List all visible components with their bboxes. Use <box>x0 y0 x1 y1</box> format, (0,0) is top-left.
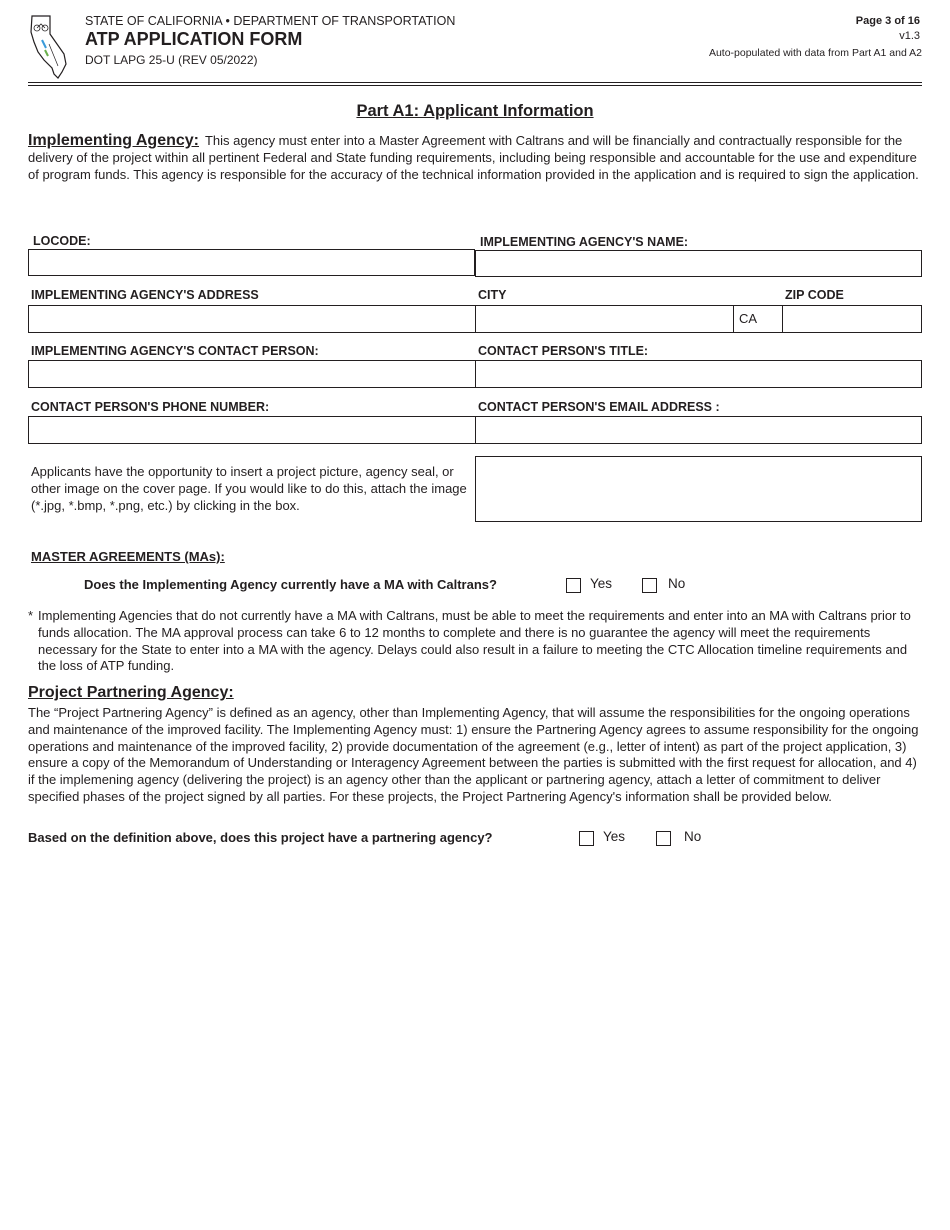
form-title: ATP APPLICATION FORM <box>85 29 303 49</box>
partnering-yes-label: Yes <box>603 829 626 844</box>
agency-name-label: IMPLEMENTING AGENCY'S NAME: <box>480 235 689 249</box>
locode-input[interactable] <box>28 249 475 276</box>
contact-person-input[interactable] <box>28 360 476 388</box>
implementing-agency-heading: Implementing Agency: <box>28 132 199 149</box>
ma-question: Does the Implementing Agency currently have a MA with Caltrans? <box>84 577 497 592</box>
form-number: DOT LAPG 25-U (REV 05/2022) <box>85 53 258 67</box>
zip-input[interactable] <box>782 305 922 333</box>
partnering-agency-text: The “Project Partnering Agency” is defined as an agency, other than Implementing Agency, that will assume the responsibilities for the ongoing operations and maintenance of the improved facility. The Implementing Agency must: 1) ensure the Partnering Agency agrees to assume responsibility for the ongoing operations and maintenance of the improved facility, 2) provide documentation of the agreement (e.g., letter of intent) as part of the project application, 3) ensure a copy of the Memorandum of Understanding or Interagency Agreement between the parties is submitted with the first request for allocation, and 4) if the implemening agency (delivering the project) is an agency other than the applicant or partnering agency, attach a letter of commitment to deliver specified phases of the project signed by all parties. For these projects, the Project Partnering Agency's information shall be provided below. <box>28 705 919 804</box>
image-upload-instructions: Applicants have the opportunity to insert a project picture, agency seal, or other image on the cover page. If you would like to do this, attach the image (*.jpg, *.bmp, *.png, etc.) by clicking in the box. <box>31 464 467 513</box>
footnote-marker: * <box>28 608 34 623</box>
locode-label: LOCODE: <box>33 234 91 248</box>
agency-name-input[interactable] <box>475 250 922 277</box>
header-divider-top <box>28 82 922 83</box>
contact-title-label: CONTACT PERSON'S TITLE: <box>478 344 649 358</box>
atp-logo <box>28 14 70 80</box>
header-divider-bottom <box>28 85 922 86</box>
partnering-agency-heading: Project Partnering Agency: <box>28 684 234 701</box>
implementing-agency-description <box>28 132 922 183</box>
city-input[interactable] <box>475 305 734 333</box>
ma-footnote-text: Implementing Agencies that do not currently have a MA with Caltrans, must be able to meet the requirements and enter into an MA with Caltrans prior to funds allocation. The MA approval process can take 6 to 12 months to complete and there is no guarantee the agency will meet the requirements necessary for the State to enter into a MA with the agency. Delays could also result in a failure to meeting the CTC Allocation timeline requirements and the loss of ATP funding. <box>38 608 911 674</box>
ma-no-label: No <box>668 576 686 591</box>
contact-phone-input[interactable] <box>28 416 476 444</box>
master-agreements-heading: MASTER AGREEMENTS (MAs): <box>31 549 225 564</box>
header-agency: STATE OF CALIFORNIA • DEPARTMENT OF TRANSPORTATION <box>85 14 456 28</box>
address-input[interactable] <box>28 305 476 333</box>
image-upload-box[interactable] <box>475 456 922 522</box>
contact-title-input[interactable] <box>475 360 922 388</box>
ma-yes-checkbox[interactable] <box>566 578 581 593</box>
contact-email-input[interactable] <box>475 416 922 444</box>
ma-yes-label: Yes <box>590 576 613 591</box>
partnering-no-label: No <box>684 829 702 844</box>
form-version: v1.3 <box>899 30 920 42</box>
address-label: IMPLEMENTING AGENCY'S ADDRESS <box>31 288 259 302</box>
page-number: Page 3 of 16 <box>855 15 920 27</box>
contact-phone-label: CONTACT PERSON'S PHONE NUMBER: <box>31 400 270 414</box>
section-title: Part A1: Applicant Information <box>356 102 594 120</box>
ma-no-checkbox[interactable] <box>642 578 657 593</box>
implementing-agency-text: This agency must enter into a Master Agreement with Caltrans and will be financially and contractually responsible for the delivery of the project within all pertinent Federal and State funding requirements, including being responsible and accountable for the use and expenditure of program funds. This agency is responsible for the accuracy of the technical information provided in the application and is required to sign the application. <box>28 133 919 182</box>
partnering-no-checkbox[interactable] <box>656 831 671 846</box>
ma-footnote <box>28 608 922 675</box>
auto-populate-note: Auto-populated with data from Part A1 and A2 <box>708 47 922 59</box>
contact-email-label: CONTACT PERSON'S EMAIL ADDRESS : <box>478 400 720 414</box>
state-field: CA <box>733 305 783 333</box>
city-label: CITY <box>478 288 507 302</box>
partnering-yes-checkbox[interactable] <box>579 831 594 846</box>
contact-person-label: IMPLEMENTING AGENCY'S CONTACT PERSON: <box>31 344 319 358</box>
partnering-question: Based on the definition above, does this project have a partnering agency? <box>28 830 493 845</box>
zip-label: ZIP CODE <box>785 288 844 302</box>
